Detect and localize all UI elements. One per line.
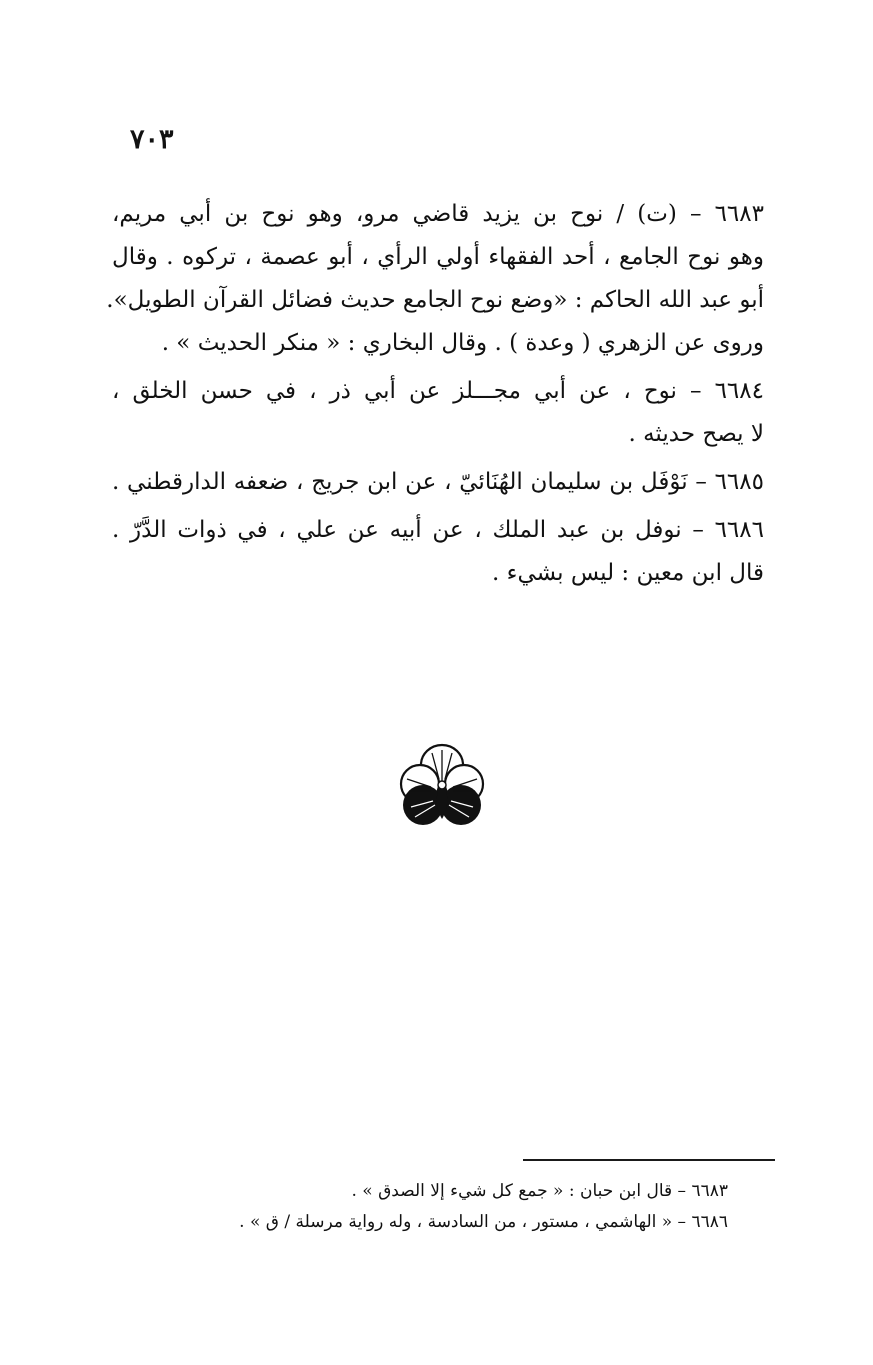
- entry-line: ٦٦٨٥ – نَوْفَل بن سليمان الهُنَائيّ ، عن ابن جريج ، ضعفه الدارقطني .: [112, 469, 764, 495]
- flower-ornament-icon: [399, 741, 485, 831]
- entry-line: وهو نوح الجامع ، أحد الفقهاء أولي الرأي ، أبو عصمة ، تركوه . وقال: [112, 244, 764, 270]
- entry-line: أبو عبد الله الحاكم : «وضع نوح الجامع حديث فضائل القرآن الطويل».: [106, 287, 764, 313]
- entry-line: لا يصح حديثه .: [628, 421, 764, 447]
- main-text: [106, 193, 764, 600]
- entry-line: قال ابن معين : ليس بشيء .: [492, 560, 764, 586]
- footnote-6683: ٦٦٨٣ – قال ابن حبان : « جمع كل شيء إلا الصدق » .: [351, 1181, 728, 1201]
- entry-line: ٦٦٨٣ – (ت) / نوح بن يزيد قاضي مرو، وهو نوح بن أبي مريم،: [112, 201, 764, 227]
- entry-line: ٦٦٨٦ – نوفل بن عبد الملك ، عن أبيه عن علي ، في ذوات الدَّرّ .: [112, 517, 764, 543]
- footnote-separator: [523, 1159, 775, 1161]
- entry-6684: [112, 370, 764, 456]
- footnotes: [110, 1176, 728, 1238]
- entry-6685: [112, 461, 764, 504]
- footnote-6686: ٦٦٨٦ – « الهاشمي ، مستور ، من السادسة ، وله رواية مرسلة / ق » .: [239, 1212, 728, 1232]
- entry-6683: [106, 193, 764, 365]
- entry-line: وروى عن الزهري ( وعدة ) . وقال البخاري : « منكر الحديث » .: [161, 330, 764, 356]
- page-number: ٧٠٣: [130, 124, 174, 155]
- entry-line: ٦٦٨٤ – نوح ، عن أبي مجـــلز عن أبي ذر ، في حسن الخلق ،: [112, 378, 764, 404]
- entry-6686: [112, 509, 764, 595]
